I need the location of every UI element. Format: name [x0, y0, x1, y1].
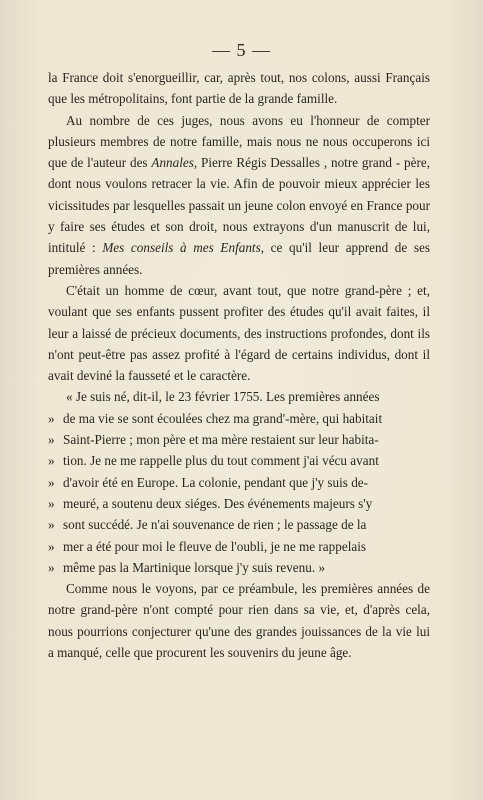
guillemet-marker: » [48, 410, 55, 426]
paragraph-text-part: , Pierre Régis Dessalles , notre grand - père, dont nous voulons retracer la vie. Afin de pouvoir mieux apprécier les vicissitudes par lesquelles passait un jeune colon envoyé en France pour y faire ses études et son droit, nous extrayons d'un manuscrit de lui, intitulé : [48, 155, 430, 256]
quote-line [48, 472, 430, 493]
guillemet-marker: » [48, 559, 55, 575]
paragraph-text-part: ce qu'il leur apprend de ses premières années. [48, 240, 431, 277]
guillemet-marker: » [48, 474, 55, 490]
paragraph-text-part: Au nombre de ces juges, nous avons eu l'honneur de compter plusieurs membres de notre famille, mais nous ne nous occuperons ici que de l'auteur des [48, 112, 430, 171]
paragraph-character: C'était un homme de cœur, avant tout, que notre grand-père ; et, voulant que ses enfants pussent profiter des études qu'il avait faites, il leur a laissé de précieux documents, des instructions profondes, dont ils n'ont peut-être pas assez profité à l'égard de certains individus, dont il avait deviné la fausseté et le caractère. [48, 282, 430, 384]
quote-line [48, 536, 430, 557]
paragraph-judges-family [48, 110, 430, 280]
italic-title-annales: Annales [151, 155, 194, 171]
quote-text: tion. Je ne me rappelle plus du tout comment j'ai vécu avant [63, 453, 379, 469]
quote-text: meuré, a soutenu deux siéges. Des événements majeurs s'y [63, 495, 373, 511]
quote-line: « Je suis né, dit-il, le 23 février 1755. Les premières années [66, 389, 380, 405]
guillemet-marker: » [48, 432, 55, 448]
guillemet-marker: » [48, 517, 55, 533]
quote-text: de ma vie se sont écoulées chez ma grand'-mère, qui habitait [63, 410, 383, 426]
page-number: — 5 — [212, 40, 271, 60]
quote-line [48, 514, 430, 535]
quote-text: même pas la Martinique lorsque j'y suis revenu. » [63, 559, 326, 575]
quote-line [48, 429, 430, 450]
quote-text: mer a été pour moi le fleuve de l'oubli, je ne me rappelais [63, 538, 367, 554]
page-body [48, 67, 430, 663]
paragraph-conclusion: Comme nous le voyons, par ce préambule, les premières années de notre grand-père n'ont compté pour rien dans sa vie, et, d'après cela, nous pourrions conjecturer qu'une des grandes jouissances de la vie lui a manqué, celle que procurent les souvenirs du jeune âge. [48, 581, 430, 661]
quote-text: Saint-Pierre ; mon père et ma mère restaient sur leur habita- [63, 432, 379, 448]
italic-title-manuscript: Mes conseils à mes Enfants, [102, 240, 265, 256]
guillemet-marker: » [48, 453, 55, 469]
quote-text: d'avoir été en Europe. La colonie, pendant que j'y suis de- [63, 474, 369, 490]
guillemet-marker: » [48, 495, 55, 511]
guillemet-marker: » [48, 538, 55, 554]
quote-line [48, 408, 430, 429]
quote-line [48, 450, 430, 471]
quote-line [48, 557, 430, 578]
quote-text: sont succédé. Je n'ai souvenance de rien ; le passage de la [63, 517, 367, 533]
quote-line [48, 493, 430, 514]
paragraph-continuation: la France doit s'enorgueillir, car, après tout, nos colons, aussi Français que les métropolitains, font partie de la grande famille. [48, 70, 430, 107]
